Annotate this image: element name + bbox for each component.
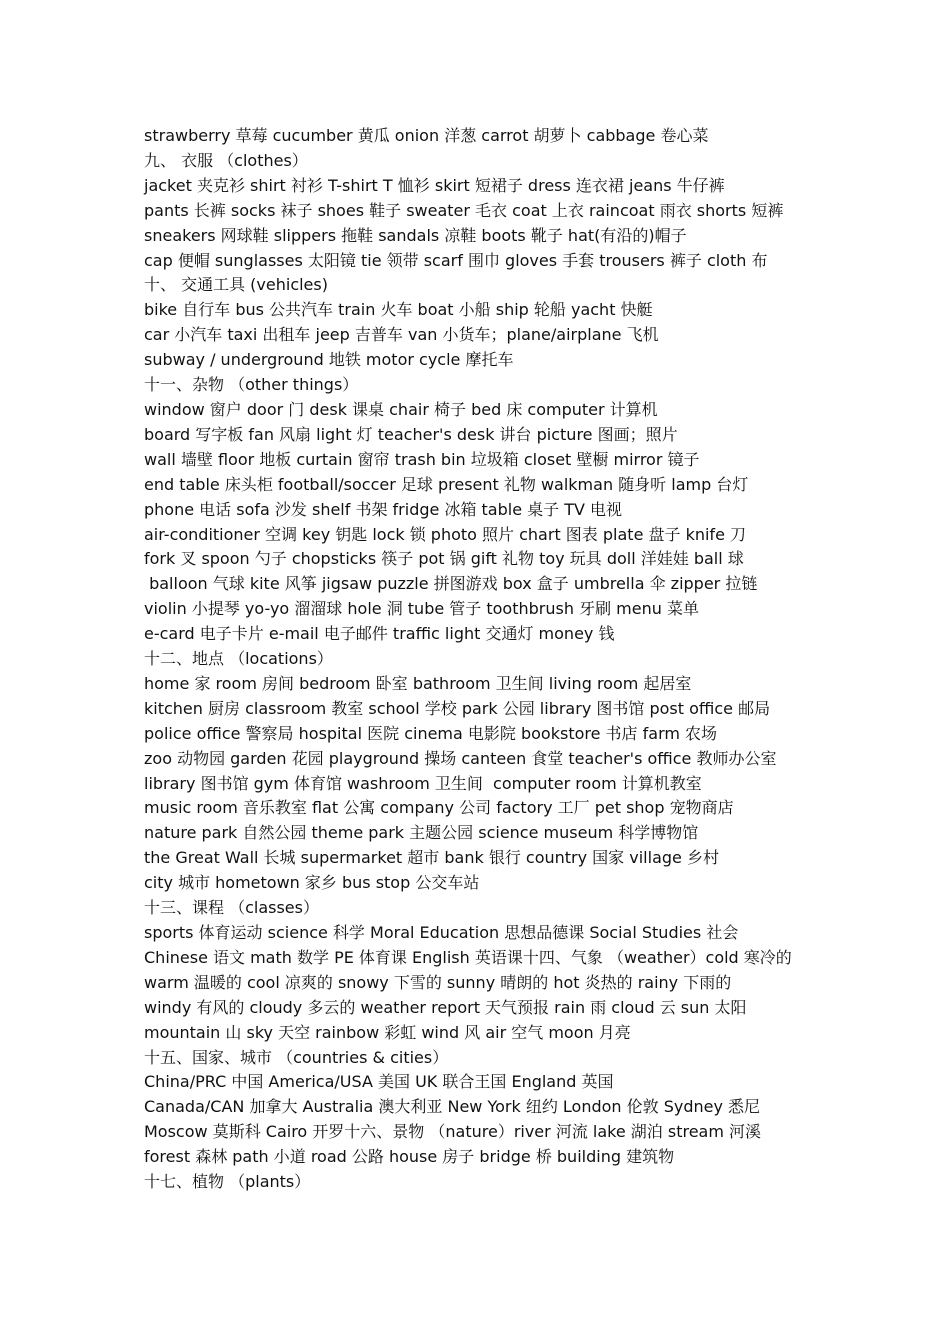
text-line: Canada/CAN 加拿大 Australia 澳大利亚 New York 纽约 London 伦敦 Sydney 悉尼 bbox=[144, 1097, 761, 1117]
text-line: cap 便帽 sunglasses 太阳镜 tie 领带 scarf 围巾 gloves 手套 trousers 裤子 cloth 布 bbox=[144, 250, 768, 270]
vocabulary-page bbox=[144, 124, 814, 1195]
text-line: warm 温暖的 cool 凉爽的 snowy 下雪的 sunny 晴朗的 hot 炎热的 rainy 下雨的 bbox=[144, 972, 732, 992]
text-line: phone 电话 sofa 沙发 shelf 书架 fridge 冰箱 table 桌子 TV 电视 bbox=[144, 499, 623, 519]
text-line: fork 叉 spoon 勺子 chopsticks 筷子 pot 锅 gift 礼物 toy 玩具 doll 洋娃娃 ball 球 bbox=[144, 549, 744, 569]
text-line: city 城市 hometown 家乡 bus stop 公交车站 bbox=[144, 873, 480, 893]
text-line: wall 墙壁 floor 地板 curtain 窗帘 trash bin 垃圾箱 closet 壁橱 mirror 镜子 bbox=[144, 449, 700, 469]
section-heading-clothes: 九、 衣服 （clothes） bbox=[144, 150, 308, 170]
text-line: China/PRC 中国 America/USA 美国 UK 联合王国 England 英国 bbox=[144, 1072, 614, 1092]
text-line: air-conditioner 空调 key 钥匙 lock 锁 photo 照片 chart 图表 plate 盘子 knife 刀 bbox=[144, 524, 746, 544]
text-line: violin 小提琴 yo-yo 溜溜球 hole 洞 tube 管子 toothbrush 牙刷 menu 菜单 bbox=[144, 599, 699, 619]
text-line: home 家 room 房间 bedroom 卧室 bathroom 卫生间 living room 起居室 bbox=[144, 673, 692, 693]
text-line: e-card 电子卡片 e-mail 电子邮件 traffic light 交通灯 money 钱 bbox=[144, 624, 615, 644]
text-line: pants 长裤 socks 袜子 shoes 鞋子 sweater 毛衣 coat 上衣 raincoat 雨衣 shorts 短裤 bbox=[144, 200, 784, 220]
text-line: car 小汽车 taxi 出租车 jeep 吉普车 van 小货车；plane/airplane 飞机 bbox=[144, 325, 659, 345]
text-line: sneakers 网球鞋 slippers 拖鞋 sandals 凉鞋 boots 靴子 hat(有沿的)帽子 bbox=[144, 225, 687, 245]
text-line: sports 体育运动 science 科学 Moral Education 思想品德课 Social Studies 社会 bbox=[144, 923, 739, 942]
text-line: windy 有风的 cloudy 多云的 weather report 天气预报 rain 雨 cloud 云 sun 太阳 bbox=[144, 997, 747, 1017]
text-line: mountain 山 sky 天空 rainbow 彩虹 wind 风 air 空气 moon 月亮 bbox=[144, 1022, 631, 1042]
section-heading-countries-cities: 十五、国家、城市 （countries & cities） bbox=[144, 1047, 449, 1067]
text-line: jacket 夹克衫 shirt 衬衫 T-shirt T 恤衫 skirt 短裙子 dress 连衣裙 jeans 牛仔裤 bbox=[144, 175, 725, 195]
section-heading-locations: 十二、地点 （locations） bbox=[144, 649, 333, 669]
text-line: zoo 动物园 garden 花园 playground 操场 canteen 食堂 teacher's office 教师办公室 bbox=[144, 748, 777, 768]
text-line: nature park 自然公园 theme park 主题公园 science museum 科学博物馆 bbox=[144, 823, 699, 843]
text-line: Moscow 莫斯科 Cairo 开罗十六、景物 （nature）river 河流 lake 湖泊 stream 河溪 bbox=[144, 1122, 762, 1142]
text-line: strawberry 草莓 cucumber 黄瓜 onion 洋葱 carrot 胡萝卜 cabbage 卷心菜 bbox=[144, 126, 709, 145]
section-heading-classes: 十三、课程 （classes） bbox=[144, 898, 319, 918]
section-heading-other-things: 十一、杂物 （other things） bbox=[144, 375, 359, 395]
text-line: bike 自行车 bus 公共汽车 train 火车 boat 小船 ship 轮船 yacht 快艇 bbox=[144, 300, 653, 320]
text-line: balloon 气球 kite 风筝 jigsaw puzzle 拼图游戏 box 盒子 umbrella 伞 zipper 拉链 bbox=[144, 574, 758, 594]
section-heading-plants: 十七、植物 （plants） bbox=[144, 1172, 311, 1192]
text-line: the Great Wall 长城 supermarket 超市 bank 银行 country 国家 village 乡村 bbox=[144, 848, 719, 868]
text-line: kitchen 厨房 classroom 教室 school 学校 park 公园 library 图书馆 post office 邮局 bbox=[144, 698, 771, 718]
text-line: police office 警察局 hospital 医院 cinema 电影院 bookstore 书店 farm 农场 bbox=[144, 723, 718, 743]
text-line: end table 床头柜 football/soccer 足球 present 礼物 walkman 随身听 lamp 台灯 bbox=[144, 474, 749, 494]
text-line: window 窗户 door 门 desk 课桌 chair 椅子 bed 床 computer 计算机 bbox=[144, 399, 658, 419]
text-line: library 图书馆 gym 体育馆 washroom 卫生间 computer room 计算机教室 bbox=[144, 773, 702, 793]
text-line: board 写字板 fan 风扇 light 灯 teacher's desk 讲台 picture 图画；照片 bbox=[144, 424, 678, 444]
section-heading-vehicles: 十、 交通工具 (vehicles) bbox=[144, 275, 328, 295]
text-line: music room 音乐教室 flat 公寓 company 公司 factory 工厂 pet shop 宠物商店 bbox=[144, 798, 734, 818]
text-line: Chinese 语文 math 数学 PE 体育课 English 英语课十四、气象 （weather）cold 寒冷的 bbox=[144, 947, 792, 967]
text-line: subway / underground 地铁 motor cycle 摩托车 bbox=[144, 350, 514, 370]
text-line: forest 森林 path 小道 road 公路 house 房子 bridge 桥 building 建筑物 bbox=[144, 1147, 675, 1167]
